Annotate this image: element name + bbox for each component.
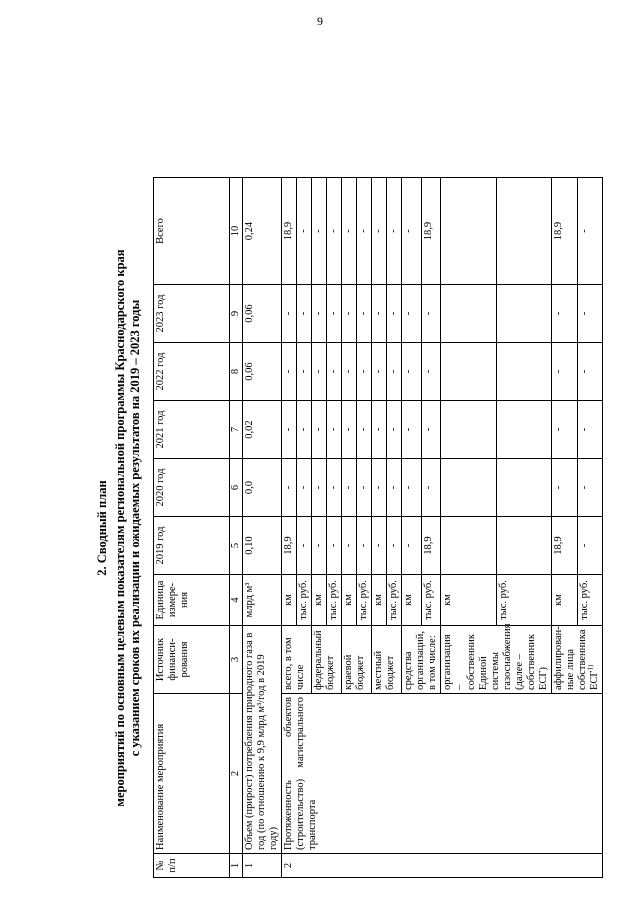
value-cell: - <box>312 517 327 575</box>
value-cell: - <box>357 285 372 343</box>
value-cell: - <box>387 459 402 517</box>
value-cell: 18,9 <box>282 517 297 575</box>
value-cell: - <box>552 343 578 401</box>
value-cell: - <box>402 517 422 575</box>
funding-source-label: краевой бюджет <box>343 654 366 690</box>
value-cell: - <box>577 343 603 401</box>
value-cell: - <box>372 459 387 517</box>
table-row <box>243 178 282 878</box>
value-cell: - <box>387 343 402 401</box>
value-cell <box>441 285 497 343</box>
header-cell: 2023 год <box>154 285 230 343</box>
value-cell: - <box>282 459 297 517</box>
value-cell: - <box>327 343 342 401</box>
value-cell: - <box>312 343 327 401</box>
summary-plan-table <box>153 177 603 878</box>
value-cell <box>496 343 552 401</box>
unit-cell: тыс. руб. <box>357 575 372 626</box>
column-number: 3 <box>230 626 243 694</box>
value-cell: 0,06 <box>243 343 282 401</box>
value-cell: - <box>387 178 402 285</box>
value-cell <box>496 517 552 575</box>
funding-source <box>552 626 603 694</box>
funding-source-label: всего, в том числе <box>283 637 306 690</box>
value-cell <box>441 178 497 285</box>
value-cell: - <box>327 459 342 517</box>
header-cell: 2020 год <box>154 459 230 517</box>
value-cell: - <box>357 343 372 401</box>
value-cell <box>441 401 497 459</box>
funding-source <box>402 626 441 694</box>
unit-cell: тыс. руб. <box>387 575 402 626</box>
header-cell: 2021 год <box>154 401 230 459</box>
column-number: 4 <box>230 575 243 626</box>
value-cell: - <box>402 178 422 285</box>
header-cell: Единица измере-ния <box>154 575 230 626</box>
value-cell: 18,9 <box>282 178 297 285</box>
funding-source <box>282 626 312 694</box>
header-cell: 2019 год <box>154 517 230 575</box>
footnote-marker: 1) <box>586 664 595 671</box>
unit-cell: км <box>312 575 327 626</box>
value-cell: 18,9 <box>552 517 578 575</box>
value-cell: - <box>357 517 372 575</box>
value-cell: - <box>387 517 402 575</box>
unit-cell: км <box>282 575 297 626</box>
funding-source-label: средства организаций, в том числе: <box>403 631 438 690</box>
column-number: 10 <box>230 178 243 285</box>
value-cell: - <box>297 285 312 343</box>
value-cell: - <box>421 459 441 517</box>
value-cell: - <box>282 401 297 459</box>
unit-cell: км <box>372 575 387 626</box>
value-cell: - <box>577 285 603 343</box>
value-cell: - <box>421 401 441 459</box>
value-cell <box>496 401 552 459</box>
header-cell: Всего <box>154 178 230 285</box>
value-cell: - <box>312 285 327 343</box>
value-cell: - <box>342 178 357 285</box>
column-number: 5 <box>230 517 243 575</box>
funding-source-label: аффилирован-ные лица собственника ЕСГ <box>553 626 600 690</box>
unit-cell: км <box>441 575 497 626</box>
value-cell: - <box>282 285 297 343</box>
funding-source <box>372 626 402 694</box>
value-cell: - <box>327 178 342 285</box>
value-cell: - <box>357 401 372 459</box>
row-number: 2 <box>282 854 603 878</box>
value-cell: - <box>327 285 342 343</box>
column-number: 9 <box>230 285 243 343</box>
header-row <box>154 178 230 878</box>
unit-cell: тыс. руб. <box>297 575 312 626</box>
column-number: 2 <box>230 694 243 854</box>
unit-cell: тыс. руб. <box>421 575 441 626</box>
value-cell: - <box>577 178 603 285</box>
unit-cell: км <box>342 575 357 626</box>
title-line-2: мероприятий по основным целевым показателям региональной программы Краснодарского края <box>113 249 127 807</box>
row-number: 1 <box>243 854 282 878</box>
funding-source-label: организация – собственник Единой системы газоснабжения (далее – собственник ЕСГ) <box>442 623 549 690</box>
value-cell: - <box>421 285 441 343</box>
header-cell: Источник финанси-рования <box>154 626 230 694</box>
value-cell: - <box>342 401 357 459</box>
value-cell: - <box>387 401 402 459</box>
value-cell: 0,06 <box>243 285 282 343</box>
value-cell: - <box>372 517 387 575</box>
table-row <box>282 178 297 878</box>
unit-cell: тыс. руб. <box>577 575 603 626</box>
value-cell <box>496 459 552 517</box>
funding-source <box>312 626 342 694</box>
value-cell: - <box>372 401 387 459</box>
funding-source <box>342 626 372 694</box>
value-cell: - <box>297 343 312 401</box>
value-cell: - <box>342 285 357 343</box>
value-cell: - <box>312 178 327 285</box>
unit-cell: км <box>402 575 422 626</box>
column-number: 8 <box>230 343 243 401</box>
unit-cell: млрд м³ <box>243 575 282 626</box>
value-cell: - <box>297 401 312 459</box>
rotated-page-content <box>95 178 600 878</box>
value-cell: - <box>357 459 372 517</box>
value-cell <box>496 178 552 285</box>
value-cell: 18,9 <box>552 178 578 285</box>
value-cell <box>441 459 497 517</box>
value-cell: 0,0 <box>243 459 282 517</box>
value-cell: - <box>327 517 342 575</box>
value-cell: - <box>577 459 603 517</box>
value-cell: - <box>402 343 422 401</box>
value-cell: - <box>402 459 422 517</box>
value-cell: 18,9 <box>421 517 441 575</box>
value-cell: - <box>402 285 422 343</box>
value-cell: - <box>552 401 578 459</box>
value-cell: - <box>372 343 387 401</box>
unit-cell: тыс. руб. <box>496 575 552 626</box>
title-line-3: с указанием сроков их реализации и ожидаемых результатов на 2019 – 2023 годы <box>128 299 142 757</box>
value-cell: - <box>297 178 312 285</box>
value-cell: - <box>577 401 603 459</box>
column-number-row <box>230 178 243 878</box>
value-cell <box>496 285 552 343</box>
value-cell: - <box>372 178 387 285</box>
header-cell: 2022 год <box>154 343 230 401</box>
value-cell: - <box>342 459 357 517</box>
unit-cell: тыс. руб. <box>327 575 342 626</box>
value-cell: - <box>297 459 312 517</box>
title-line-1: 2. Сводный план <box>95 480 109 576</box>
header-cell: Наименование мероприятия <box>154 694 230 854</box>
value-cell: - <box>387 285 402 343</box>
value-cell: - <box>421 343 441 401</box>
value-cell: - <box>282 343 297 401</box>
value-cell: 0,24 <box>243 178 282 285</box>
value-cell <box>441 517 497 575</box>
event-name: Объем (прирост) потребления природного газа в год (по отношению к 9,9 млрд м³/год в 2019 году) <box>243 626 282 854</box>
funding-source <box>441 623 552 694</box>
document-title <box>95 178 143 878</box>
value-cell: - <box>327 401 342 459</box>
value-cell: - <box>372 285 387 343</box>
funding-source-label: местный бюджет <box>373 650 396 690</box>
event-name: Протяженность объектов (строительство) магистрального транспорта <box>282 694 603 854</box>
value-cell: - <box>312 401 327 459</box>
page-number: 9 <box>317 14 323 28</box>
value-cell: 0,02 <box>243 401 282 459</box>
value-cell: - <box>342 343 357 401</box>
value-cell: - <box>552 459 578 517</box>
header-cell: № п/п <box>154 854 230 878</box>
column-number: 6 <box>230 459 243 517</box>
value-cell: - <box>357 178 372 285</box>
value-cell: - <box>297 517 312 575</box>
value-cell: 0,10 <box>243 517 282 575</box>
unit-cell: км <box>552 575 578 626</box>
column-number: 7 <box>230 401 243 459</box>
column-number: 1 <box>230 854 243 878</box>
funding-source-label: федеральный бюджет <box>313 630 336 690</box>
value-cell: - <box>577 517 603 575</box>
value-cell: 18,9 <box>421 178 441 285</box>
value-cell: - <box>312 459 327 517</box>
value-cell: - <box>402 401 422 459</box>
value-cell: - <box>552 285 578 343</box>
value-cell: - <box>342 517 357 575</box>
value-cell <box>441 343 497 401</box>
